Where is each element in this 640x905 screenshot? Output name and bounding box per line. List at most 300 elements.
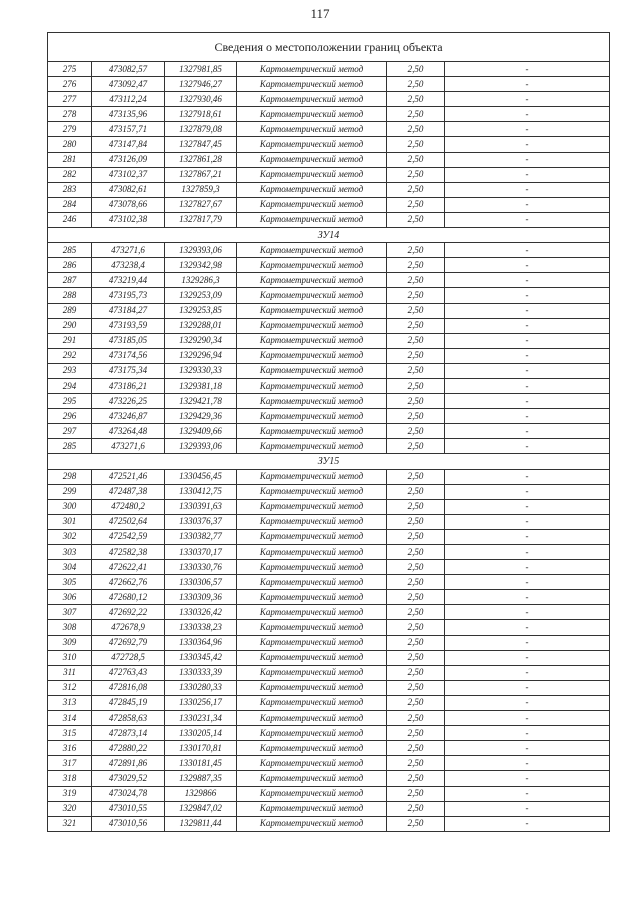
description-cell: -	[445, 333, 610, 348]
accuracy-cell: 2,50	[387, 756, 445, 771]
description-cell: -	[445, 756, 610, 771]
accuracy-cell: 2,50	[387, 288, 445, 303]
description-cell: -	[445, 469, 610, 484]
method-cell: Картометрический метод	[237, 771, 387, 786]
method-cell: Картометрический метод	[237, 620, 387, 635]
point-number-cell: 287	[48, 273, 92, 288]
description-cell: -	[445, 575, 610, 590]
table-row	[48, 650, 610, 665]
description-cell: -	[445, 665, 610, 680]
x-coordinate-cell: 473112,24	[92, 92, 165, 107]
y-coordinate-cell: 1330170,81	[165, 741, 237, 756]
method-cell: Картометрический метод	[237, 816, 387, 831]
method-cell: Картометрический метод	[237, 152, 387, 167]
table-row	[48, 756, 610, 771]
point-number-cell: 275	[48, 62, 92, 77]
x-coordinate-cell: 473246,87	[92, 409, 165, 424]
accuracy-cell: 2,50	[387, 499, 445, 514]
x-coordinate-cell: 473102,38	[92, 212, 165, 227]
accuracy-cell: 2,50	[387, 197, 445, 212]
point-number-cell: 312	[48, 680, 92, 695]
point-number-cell: 301	[48, 514, 92, 529]
method-cell: Картометрический метод	[237, 409, 387, 424]
method-cell: Картометрический метод	[237, 514, 387, 529]
y-coordinate-cell: 1330382,77	[165, 529, 237, 544]
y-coordinate-cell: 1327861,28	[165, 152, 237, 167]
description-cell: -	[445, 816, 610, 831]
y-coordinate-cell: 1329288,01	[165, 318, 237, 333]
accuracy-cell: 2,50	[387, 92, 445, 107]
description-cell: -	[445, 122, 610, 137]
y-coordinate-cell: 1330376,37	[165, 514, 237, 529]
accuracy-cell: 2,50	[387, 424, 445, 439]
x-coordinate-cell: 472692,22	[92, 605, 165, 620]
accuracy-cell: 2,50	[387, 545, 445, 560]
method-cell: Картометрический метод	[237, 801, 387, 816]
table-row	[48, 560, 610, 575]
table-row	[48, 92, 610, 107]
table-row	[48, 137, 610, 152]
description-cell: -	[445, 167, 610, 182]
point-number-cell: 319	[48, 786, 92, 801]
description-cell: -	[445, 363, 610, 378]
y-coordinate-cell: 1329296,94	[165, 348, 237, 363]
table-row	[48, 514, 610, 529]
point-number-cell: 316	[48, 741, 92, 756]
accuracy-cell: 2,50	[387, 469, 445, 484]
x-coordinate-cell: 473193,59	[92, 318, 165, 333]
y-coordinate-cell: 1329866	[165, 786, 237, 801]
y-coordinate-cell: 1330330,76	[165, 560, 237, 575]
section-header-row	[48, 454, 610, 469]
y-coordinate-cell: 1329381,18	[165, 378, 237, 393]
y-coordinate-cell: 1329421,78	[165, 394, 237, 409]
point-number-cell: 246	[48, 212, 92, 227]
method-cell: Картометрический метод	[237, 107, 387, 122]
x-coordinate-cell: 473184,27	[92, 303, 165, 318]
accuracy-cell: 2,50	[387, 212, 445, 227]
table-row	[48, 484, 610, 499]
description-cell: -	[445, 560, 610, 575]
y-coordinate-cell: 1330412,75	[165, 484, 237, 499]
y-coordinate-cell: 1327867,21	[165, 167, 237, 182]
x-coordinate-cell: 473082,61	[92, 182, 165, 197]
x-coordinate-cell: 472542,59	[92, 529, 165, 544]
description-cell: -	[445, 197, 610, 212]
point-number-cell: 278	[48, 107, 92, 122]
accuracy-cell: 2,50	[387, 152, 445, 167]
x-coordinate-cell: 473186,21	[92, 378, 165, 393]
method-cell: Картометрический метод	[237, 62, 387, 77]
table-row	[48, 635, 610, 650]
x-coordinate-cell: 473174,56	[92, 348, 165, 363]
method-cell: Картометрический метод	[237, 348, 387, 363]
accuracy-cell: 2,50	[387, 378, 445, 393]
point-number-cell: 279	[48, 122, 92, 137]
point-number-cell: 317	[48, 756, 92, 771]
description-cell: -	[445, 348, 610, 363]
table-row	[48, 801, 610, 816]
x-coordinate-cell: 472680,12	[92, 590, 165, 605]
y-coordinate-cell: 1330456,45	[165, 469, 237, 484]
accuracy-cell: 2,50	[387, 439, 445, 454]
description-cell: -	[445, 711, 610, 726]
point-number-cell: 277	[48, 92, 92, 107]
method-cell: Картометрический метод	[237, 273, 387, 288]
accuracy-cell: 2,50	[387, 680, 445, 695]
x-coordinate-cell: 473185,05	[92, 333, 165, 348]
x-coordinate-cell: 472858,63	[92, 711, 165, 726]
accuracy-cell: 2,50	[387, 258, 445, 273]
description-cell: -	[445, 695, 610, 710]
x-coordinate-cell: 473219,44	[92, 273, 165, 288]
method-cell: Картометрический метод	[237, 378, 387, 393]
table-row	[48, 771, 610, 786]
x-coordinate-cell: 472880,22	[92, 741, 165, 756]
point-number-cell: 276	[48, 77, 92, 92]
method-cell: Картометрический метод	[237, 711, 387, 726]
accuracy-cell: 2,50	[387, 560, 445, 575]
y-coordinate-cell: 1330333,39	[165, 665, 237, 680]
table-row	[48, 333, 610, 348]
table-row	[48, 620, 610, 635]
method-cell: Картометрический метод	[237, 741, 387, 756]
description-cell: -	[445, 212, 610, 227]
method-cell: Картометрический метод	[237, 243, 387, 258]
x-coordinate-cell: 473271,6	[92, 243, 165, 258]
table-row	[48, 726, 610, 741]
description-cell: -	[445, 786, 610, 801]
description-cell: -	[445, 92, 610, 107]
point-number-cell: 283	[48, 182, 92, 197]
point-number-cell: 285	[48, 439, 92, 454]
accuracy-cell: 2,50	[387, 137, 445, 152]
method-cell: Картометрический метод	[237, 363, 387, 378]
table-title-row	[48, 33, 610, 62]
point-number-cell: 281	[48, 152, 92, 167]
method-cell: Картометрический метод	[237, 197, 387, 212]
method-cell: Картометрический метод	[237, 499, 387, 514]
x-coordinate-cell: 473029,52	[92, 771, 165, 786]
x-coordinate-cell: 472873,14	[92, 726, 165, 741]
table-row	[48, 62, 610, 77]
x-coordinate-cell: 472622,41	[92, 560, 165, 575]
accuracy-cell: 2,50	[387, 726, 445, 741]
accuracy-cell: 2,50	[387, 741, 445, 756]
table-row	[48, 590, 610, 605]
method-cell: Картометрический метод	[237, 756, 387, 771]
method-cell: Картометрический метод	[237, 137, 387, 152]
y-coordinate-cell: 1330326,42	[165, 605, 237, 620]
description-cell: -	[445, 590, 610, 605]
table-row	[48, 318, 610, 333]
table-row	[48, 409, 610, 424]
point-number-cell: 313	[48, 695, 92, 710]
x-coordinate-cell: 472521,46	[92, 469, 165, 484]
table-row	[48, 77, 610, 92]
y-coordinate-cell: 1329429,36	[165, 409, 237, 424]
description-cell: -	[445, 273, 610, 288]
table-row	[48, 258, 610, 273]
point-number-cell: 292	[48, 348, 92, 363]
y-coordinate-cell: 1329847,02	[165, 801, 237, 816]
x-coordinate-cell: 473126,09	[92, 152, 165, 167]
point-number-cell: 314	[48, 711, 92, 726]
point-number-cell: 300	[48, 499, 92, 514]
accuracy-cell: 2,50	[387, 107, 445, 122]
method-cell: Картометрический метод	[237, 590, 387, 605]
point-number-cell: 293	[48, 363, 92, 378]
method-cell: Картометрический метод	[237, 92, 387, 107]
accuracy-cell: 2,50	[387, 605, 445, 620]
table-row	[48, 394, 610, 409]
accuracy-cell: 2,50	[387, 62, 445, 77]
y-coordinate-cell: 1330345,42	[165, 650, 237, 665]
table-row	[48, 363, 610, 378]
method-cell: Картометрический метод	[237, 529, 387, 544]
accuracy-cell: 2,50	[387, 711, 445, 726]
table-row	[48, 545, 610, 560]
table-row	[48, 424, 610, 439]
description-cell: -	[445, 529, 610, 544]
table-row	[48, 273, 610, 288]
table-row	[48, 499, 610, 514]
y-coordinate-cell: 1329253,85	[165, 303, 237, 318]
y-coordinate-cell: 1330370,17	[165, 545, 237, 560]
y-coordinate-cell: 1327859,3	[165, 182, 237, 197]
method-cell: Картометрический метод	[237, 695, 387, 710]
method-cell: Картометрический метод	[237, 635, 387, 650]
description-cell: -	[445, 514, 610, 529]
y-coordinate-cell: 1329342,98	[165, 258, 237, 273]
point-number-cell: 302	[48, 529, 92, 544]
point-number-cell: 320	[48, 801, 92, 816]
point-number-cell: 289	[48, 303, 92, 318]
point-number-cell: 306	[48, 590, 92, 605]
description-cell: -	[445, 424, 610, 439]
y-coordinate-cell: 1330309,36	[165, 590, 237, 605]
x-coordinate-cell: 473147,84	[92, 137, 165, 152]
description-cell: -	[445, 243, 610, 258]
y-coordinate-cell: 1330306,57	[165, 575, 237, 590]
description-cell: -	[445, 801, 610, 816]
table-row	[48, 469, 610, 484]
point-number-cell: 311	[48, 665, 92, 680]
x-coordinate-cell: 473092,47	[92, 77, 165, 92]
y-coordinate-cell: 1327981,85	[165, 62, 237, 77]
accuracy-cell: 2,50	[387, 635, 445, 650]
boundary-coordinates-table	[47, 32, 610, 832]
table-row	[48, 711, 610, 726]
y-coordinate-cell: 1330231,34	[165, 711, 237, 726]
accuracy-cell: 2,50	[387, 484, 445, 499]
point-number-cell: 297	[48, 424, 92, 439]
y-coordinate-cell: 1329253,09	[165, 288, 237, 303]
description-cell: -	[445, 680, 610, 695]
point-number-cell: 280	[48, 137, 92, 152]
description-cell: -	[445, 303, 610, 318]
x-coordinate-cell: 473271,6	[92, 439, 165, 454]
x-coordinate-cell: 473157,71	[92, 122, 165, 137]
table-row	[48, 152, 610, 167]
description-cell: -	[445, 62, 610, 77]
accuracy-cell: 2,50	[387, 575, 445, 590]
table-row	[48, 786, 610, 801]
method-cell: Картометрический метод	[237, 167, 387, 182]
method-cell: Картометрический метод	[237, 545, 387, 560]
method-cell: Картометрический метод	[237, 650, 387, 665]
description-cell: -	[445, 394, 610, 409]
method-cell: Картометрический метод	[237, 560, 387, 575]
y-coordinate-cell: 1327879,08	[165, 122, 237, 137]
accuracy-cell: 2,50	[387, 650, 445, 665]
table-row	[48, 695, 610, 710]
point-number-cell: 318	[48, 771, 92, 786]
method-cell: Картометрический метод	[237, 484, 387, 499]
y-coordinate-cell: 1330256,17	[165, 695, 237, 710]
accuracy-cell: 2,50	[387, 273, 445, 288]
y-coordinate-cell: 1327827,67	[165, 197, 237, 212]
table-row	[48, 816, 610, 831]
description-cell: -	[445, 771, 610, 786]
table-row	[48, 182, 610, 197]
accuracy-cell: 2,50	[387, 167, 445, 182]
accuracy-cell: 2,50	[387, 363, 445, 378]
method-cell: Картометрический метод	[237, 333, 387, 348]
table-row	[48, 212, 610, 227]
table-row	[48, 741, 610, 756]
table-row	[48, 167, 610, 182]
method-cell: Картометрический метод	[237, 575, 387, 590]
accuracy-cell: 2,50	[387, 409, 445, 424]
table-row	[48, 529, 610, 544]
x-coordinate-cell: 472763,43	[92, 665, 165, 680]
accuracy-cell: 2,50	[387, 77, 445, 92]
description-cell: -	[445, 258, 610, 273]
point-number-cell: 288	[48, 288, 92, 303]
y-coordinate-cell: 1327930,46	[165, 92, 237, 107]
description-cell: -	[445, 318, 610, 333]
description-cell: -	[445, 605, 610, 620]
y-coordinate-cell: 1329393,06	[165, 439, 237, 454]
table-row	[48, 243, 610, 258]
table-row	[48, 605, 610, 620]
method-cell: Картометрический метод	[237, 424, 387, 439]
table-row	[48, 348, 610, 363]
method-cell: Картометрический метод	[237, 439, 387, 454]
y-coordinate-cell: 1329330,33	[165, 363, 237, 378]
y-coordinate-cell: 1327817,79	[165, 212, 237, 227]
x-coordinate-cell: 473135,96	[92, 107, 165, 122]
method-cell: Картометрический метод	[237, 786, 387, 801]
x-coordinate-cell: 473238,4	[92, 258, 165, 273]
x-coordinate-cell: 472692,79	[92, 635, 165, 650]
accuracy-cell: 2,50	[387, 182, 445, 197]
y-coordinate-cell: 1330181,45	[165, 756, 237, 771]
point-number-cell: 307	[48, 605, 92, 620]
accuracy-cell: 2,50	[387, 514, 445, 529]
point-number-cell: 303	[48, 545, 92, 560]
description-cell: -	[445, 137, 610, 152]
method-cell: Картометрический метод	[237, 212, 387, 227]
description-cell: -	[445, 152, 610, 167]
point-number-cell: 315	[48, 726, 92, 741]
x-coordinate-cell: 473226,25	[92, 394, 165, 409]
section-label: ЗУ14	[48, 228, 610, 243]
accuracy-cell: 2,50	[387, 394, 445, 409]
point-number-cell: 298	[48, 469, 92, 484]
point-number-cell: 310	[48, 650, 92, 665]
x-coordinate-cell: 473175,34	[92, 363, 165, 378]
table-row	[48, 439, 610, 454]
point-number-cell: 305	[48, 575, 92, 590]
x-coordinate-cell: 472480,2	[92, 499, 165, 514]
x-coordinate-cell: 473024,78	[92, 786, 165, 801]
method-cell: Картометрический метод	[237, 318, 387, 333]
description-cell: -	[445, 545, 610, 560]
y-coordinate-cell: 1329811,44	[165, 816, 237, 831]
accuracy-cell: 2,50	[387, 348, 445, 363]
accuracy-cell: 2,50	[387, 303, 445, 318]
accuracy-cell: 2,50	[387, 529, 445, 544]
accuracy-cell: 2,50	[387, 243, 445, 258]
description-cell: -	[445, 439, 610, 454]
method-cell: Картометрический метод	[237, 77, 387, 92]
accuracy-cell: 2,50	[387, 786, 445, 801]
point-number-cell: 296	[48, 409, 92, 424]
x-coordinate-cell: 473082,57	[92, 62, 165, 77]
x-coordinate-cell: 472662,76	[92, 575, 165, 590]
table-row	[48, 122, 610, 137]
accuracy-cell: 2,50	[387, 333, 445, 348]
accuracy-cell: 2,50	[387, 771, 445, 786]
point-number-cell: 282	[48, 167, 92, 182]
accuracy-cell: 2,50	[387, 122, 445, 137]
description-cell: -	[445, 77, 610, 92]
point-number-cell: 304	[48, 560, 92, 575]
table-row	[48, 665, 610, 680]
description-cell: -	[445, 650, 610, 665]
table-row	[48, 378, 610, 393]
table-row	[48, 107, 610, 122]
method-cell: Картометрический метод	[237, 726, 387, 741]
y-coordinate-cell: 1330391,63	[165, 499, 237, 514]
accuracy-cell: 2,50	[387, 816, 445, 831]
x-coordinate-cell: 472891,86	[92, 756, 165, 771]
point-number-cell: 284	[48, 197, 92, 212]
accuracy-cell: 2,50	[387, 590, 445, 605]
method-cell: Картометрический метод	[237, 258, 387, 273]
point-number-cell: 309	[48, 635, 92, 650]
section-header-row	[48, 228, 610, 243]
point-number-cell: 308	[48, 620, 92, 635]
table-title: Сведения о местоположении границ объекта	[48, 33, 610, 62]
x-coordinate-cell: 472728,5	[92, 650, 165, 665]
x-coordinate-cell: 472678,9	[92, 620, 165, 635]
method-cell: Картометрический метод	[237, 680, 387, 695]
x-coordinate-cell: 472487,38	[92, 484, 165, 499]
table-row	[48, 575, 610, 590]
description-cell: -	[445, 726, 610, 741]
y-coordinate-cell: 1329409,66	[165, 424, 237, 439]
method-cell: Картометрический метод	[237, 469, 387, 484]
description-cell: -	[445, 499, 610, 514]
method-cell: Картометрический метод	[237, 665, 387, 680]
y-coordinate-cell: 1329393,06	[165, 243, 237, 258]
description-cell: -	[445, 635, 610, 650]
accuracy-cell: 2,50	[387, 801, 445, 816]
point-number-cell: 299	[48, 484, 92, 499]
